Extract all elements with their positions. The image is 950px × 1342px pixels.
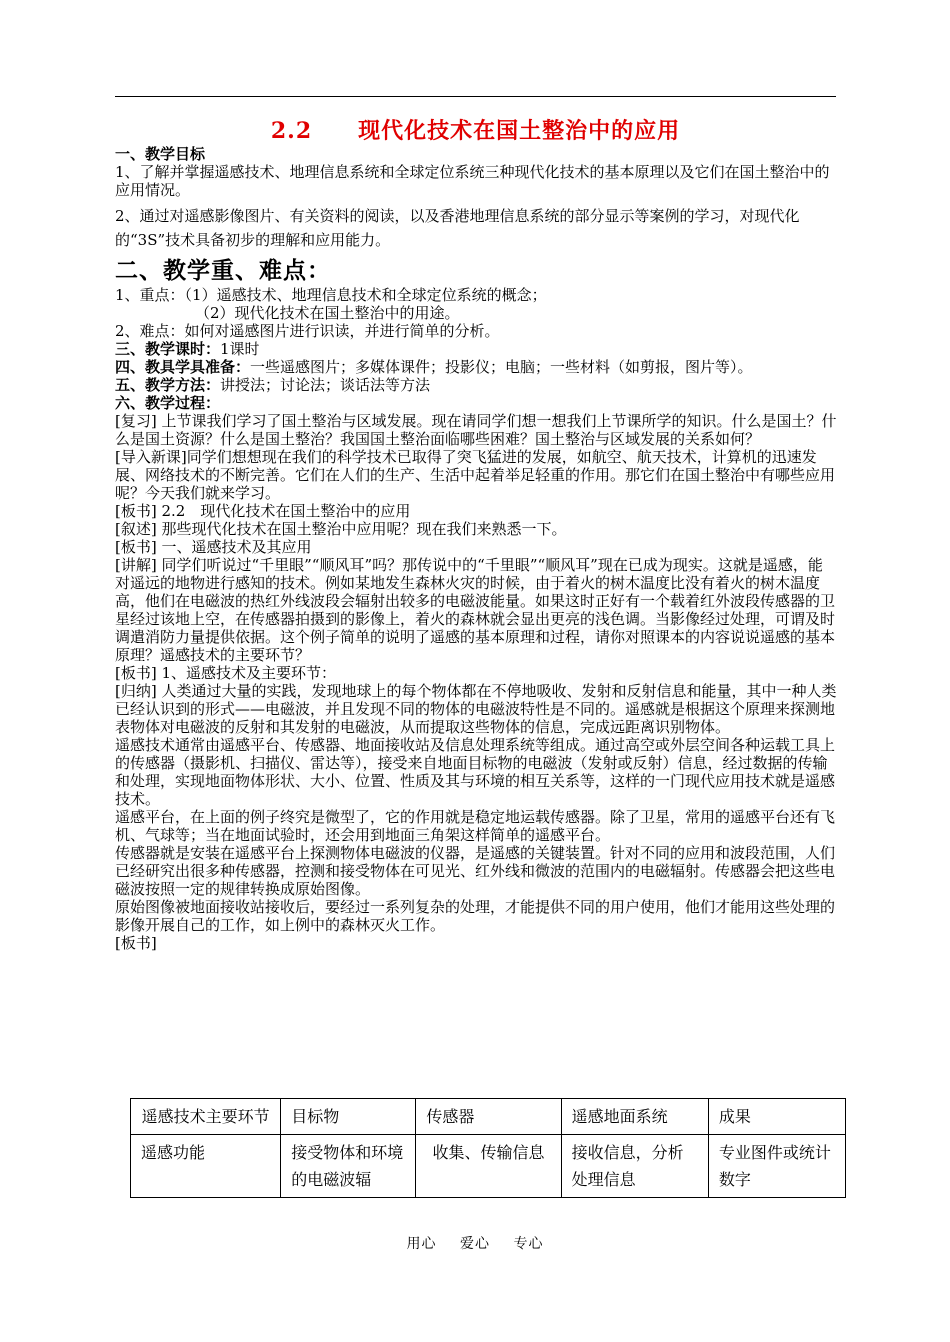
- materials-line: [115, 358, 837, 376]
- footer-word: 爱心: [460, 1236, 490, 1252]
- key-point-2: （2）现代化技术在国土整治中的用途。: [195, 304, 460, 322]
- footer-word: 专心: [513, 1236, 544, 1252]
- process-review: [复习] 上节课我们学习了国土整治与区域发展。现在请同学们想一想我们上节课所学的知识。什么是国土？什么是国土资源？什么是国土整治？我国国土整治面临哪些困难？国土整治与区域发展的关系如何？: [115, 412, 837, 448]
- class-hours-line: [115, 340, 837, 358]
- footer-word: 用心: [406, 1236, 437, 1252]
- table-row: [131, 1135, 846, 1198]
- table-header-cell: 遥感地面系统: [561, 1099, 708, 1135]
- class-hours-value: 1课时: [220, 340, 260, 358]
- goal-2: 2、通过对遥感影像图片、有关资料的阅读，以及香港地理信息系统的部分显示等案例的学习，对现代化的“3S”技术具备初步的理解和应用能力。: [115, 207, 800, 249]
- process-board-1: [板书] 2.2 现代化技术在国土整治中的应用: [115, 502, 411, 520]
- process-heading: 六、教学过程：: [115, 394, 221, 412]
- process-explain: [讲解] 同学们听说过“千里眼”“顺风耳”吗？那传说中的“千里眼”“顺风耳”现在已成为现实。这就是遥感，能对遥远的地物进行感知的技术。例如某地发生森林火灾的时候，由于着火的树木温度比没有着火的树木温度高，他们在电磁波的热红外线波段会辐射出较多的电磁波能量。如果这时正好有一个载着红外波段传感器的卫星经过该地上空，在传感器拍摄到的影像上，着火的森林就会显出更亮的浅色调。当影像经过处理，可谓及时调遣消防力量提供依据。这个例子简单的说明了遥感的基本原理和过程，请你对照课本的内容说说遥感的基本原理？遥感技术的主要环节？: [115, 556, 836, 664]
- goal-1: 1、了解并掌握遥感技术、地理信息系统和全球定位系统三种现代化技术的基本原理以及它们在国土整治中的应用情况。: [115, 163, 830, 199]
- table-header-cell: 目标物: [281, 1099, 416, 1135]
- section-heading-key-points: 二、教学重、难点：: [115, 257, 331, 284]
- process-para-platform: 遥感平台，在上面的例子终究是微型了，它的作用就是稳定地运载传感器。除了卫星，常用的遥感平台还有飞机、气球等；当在地面试验时，还会用到地面三角架这样简单的遥感平台。: [115, 808, 836, 844]
- process-para-processing: 原始图像被地面接收站接收后，要经过一系列复杂的处理，才能提供不同的用户使用，他们才能用这些处理的影像开展自己的工作，如上例中的森林灭火工作。: [115, 898, 836, 934]
- materials-value: 一些遥感图片；多媒体课件；投影仪；电脑；一些材料（如剪报，图片等）。: [250, 358, 753, 376]
- table-header-row: [131, 1099, 846, 1135]
- process-narrate: [叙述] 那些现代化技术在国土整治中应用呢？现在我们来熟悉一下。: [115, 520, 567, 538]
- section-heading-goals: 一、教学目标: [115, 145, 206, 163]
- process-summary: [归纳] 人类通过大量的实践，发现地球上的每个物体都在不停地吸收、发射和反射信息和能量，其中一种人类已经认识到的形式——电磁波，并且发现不同的物体的电磁波特性是不同的。遥感就是根据这个原理来探测地表物体对电磁波的反射和其发射的电磁波，从而提取这些物体的信息，完成远距离识别物体。: [115, 682, 837, 736]
- process-board-4: [板书]: [115, 934, 157, 952]
- materials-label: 四、教具学具准备：: [115, 358, 251, 376]
- methods-value: 讲授法；讨论法；谈话法等方法: [220, 376, 431, 394]
- table-header-cell: 遥感技术主要环节: [131, 1099, 281, 1135]
- process-para-composition: 遥感技术通常由遥感平台、传感器、地面接收站及信息处理系统等组成。通过高空或外层空间各种运载工具上的传感器（摄影机、扫描仪、雷达等），接受来自地面目标物的电磁波（发射或反射）信息，经过数据的传输和处理，实现地面物体形状、大小、位置、性质及其与环境的相互关系等，这样的一门现代应用技术就是遥感技术。: [115, 736, 836, 808]
- difficulty: 2、难点：如何对遥感图片进行识读，并进行简单的分析。: [115, 322, 500, 340]
- process-board-3: [板书] 1、遥感技术及主要环节：: [115, 664, 337, 682]
- table-header-cell: 传感器: [416, 1099, 561, 1135]
- top-rule: [115, 96, 836, 97]
- table-cell: 收集、传输信息: [416, 1135, 561, 1198]
- table-cell: 遥感功能: [131, 1135, 281, 1198]
- class-hours-label: 三、教学课时：: [115, 340, 221, 358]
- table-cell: 接收信息，分析处理信息: [561, 1135, 708, 1198]
- process-board-2: [板书] 一、遥感技术及其应用: [115, 538, 312, 556]
- key-point-1: 1、重点：（1）遥感技术、地理信息技术和全球定位系统的概念；: [115, 286, 547, 304]
- process-para-sensor: 传感器就是安装在遥感平台上探测物体电磁波的仪器，是遥感的关键装置。针对不同的应用和波段范围，人们已经研究出很多种传感器，控测和接受物体在可见光、红外线和微波的范围内的电磁辐射。传感器会把这些电磁波按照一定的规律转换成原始图像。: [115, 844, 836, 898]
- table-cell: 接受物体和环境的电磁波辐: [281, 1135, 416, 1198]
- table-cell: 专业图件或统计数字: [708, 1135, 845, 1198]
- methods-label: 五、教学方法：: [115, 376, 221, 394]
- page-title: 2.2 现代化技术在国土整治中的应用: [270, 118, 681, 144]
- process-intro: [导入新课]同学们想想现在我们的科学技术已取得了突飞猛进的发展，如航空、航天技术，计算机的迅速发展、网络技术的不断完善。它们在人们的生产、生活中起着举足轻重的作用。那它们在国土整治中有哪些应用呢？今天我们就来学习。: [115, 448, 836, 502]
- page-footer: [0, 1233, 950, 1253]
- remote-sensing-table: [130, 1098, 846, 1198]
- methods-line: [115, 376, 837, 394]
- document-body: [115, 145, 837, 952]
- table-header-cell: 成果: [708, 1099, 845, 1135]
